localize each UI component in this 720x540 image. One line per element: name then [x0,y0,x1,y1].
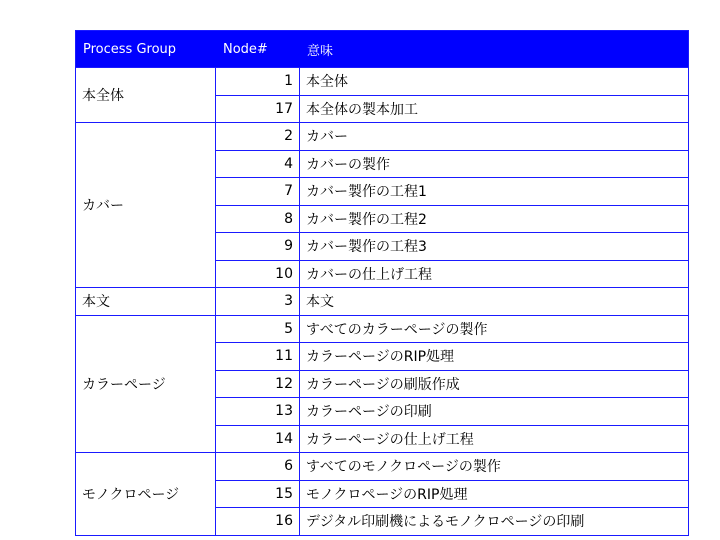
node-number-cell: 8 [216,206,300,233]
table-row [216,425,688,453]
group-rows [216,68,688,122]
meaning-cell: 本全体 [306,74,348,91]
process-group-name: 本全体 [76,68,216,122]
process-group [76,287,688,315]
table-row [216,177,688,205]
meaning-cell: カラーページのRIP処理 [306,349,455,366]
table-row [216,232,688,260]
meaning-cell: カバー [306,129,348,146]
meaning-cell: すべてのモノクロページの製作 [306,459,501,476]
process-group-name: カラーページ [76,316,216,453]
process-group [76,452,688,535]
meaning-cell: カバー製作の工程2 [306,211,427,228]
table-row [216,95,688,123]
node-number-cell: 15 [216,481,300,508]
process-group [76,315,688,453]
table-row [216,342,688,370]
group-rows [216,453,688,535]
node-number-cell: 2 [216,123,300,150]
table-row [216,316,688,343]
node-number-cell: 17 [216,96,300,123]
table-row [216,205,688,233]
meaning-cell: すべてのカラーページの製作 [306,321,488,338]
table-row [216,288,688,315]
table-row [216,480,688,508]
table-row [216,260,688,288]
header-process-group: Process Group [83,41,177,57]
process-group [76,122,688,287]
table-row [216,453,688,480]
meaning-cell: モノクロページのRIP処理 [306,486,468,503]
meaning-cell: カバー製作の工程1 [306,184,427,201]
group-rows [216,123,688,287]
meaning-cell: カバー製作の工程3 [306,239,427,256]
table-row [216,150,688,178]
node-number-cell: 3 [216,288,300,315]
node-number-cell: 12 [216,371,300,398]
process-group-name: 本文 [76,288,216,315]
meaning-cell: カバーの製作 [306,156,390,173]
table-row [216,68,688,95]
table-row [216,123,688,150]
table-body [76,67,688,535]
node-number-cell: 6 [216,453,300,480]
node-number-cell: 14 [216,426,300,453]
node-number-cell: 1 [216,68,300,95]
meaning-cell: カラーページの刷版作成 [306,376,460,393]
group-rows [216,288,688,315]
table-row [216,507,688,535]
header-meaning: 意味 [307,43,334,59]
process-group-name: カバー [76,123,216,287]
meaning-cell: カラーページの仕上げ工程 [306,431,474,448]
meaning-cell: カラーページの印刷 [306,404,432,421]
table-row [216,397,688,425]
table-row [216,370,688,398]
node-number-cell: 13 [216,398,300,425]
node-number-cell: 9 [216,233,300,260]
node-number-cell: 11 [216,343,300,370]
node-number-cell: 7 [216,178,300,205]
process-group-name: モノクロページ [76,453,216,535]
meaning-cell: カバーの仕上げ工程 [306,266,432,283]
table-header [76,31,688,67]
meaning-cell: 本全体の製本加工 [306,101,418,118]
process-group-table [75,30,689,536]
meaning-cell: デジタル印刷機によるモノクロページの印刷 [306,514,585,531]
header-node-number: Node# [223,41,268,57]
node-number-cell: 16 [216,508,300,535]
group-rows [216,316,688,453]
meaning-cell: 本文 [306,294,334,311]
process-group [76,67,688,122]
node-number-cell: 10 [216,261,300,288]
node-number-cell: 4 [216,151,300,178]
node-number-cell: 5 [216,316,300,343]
